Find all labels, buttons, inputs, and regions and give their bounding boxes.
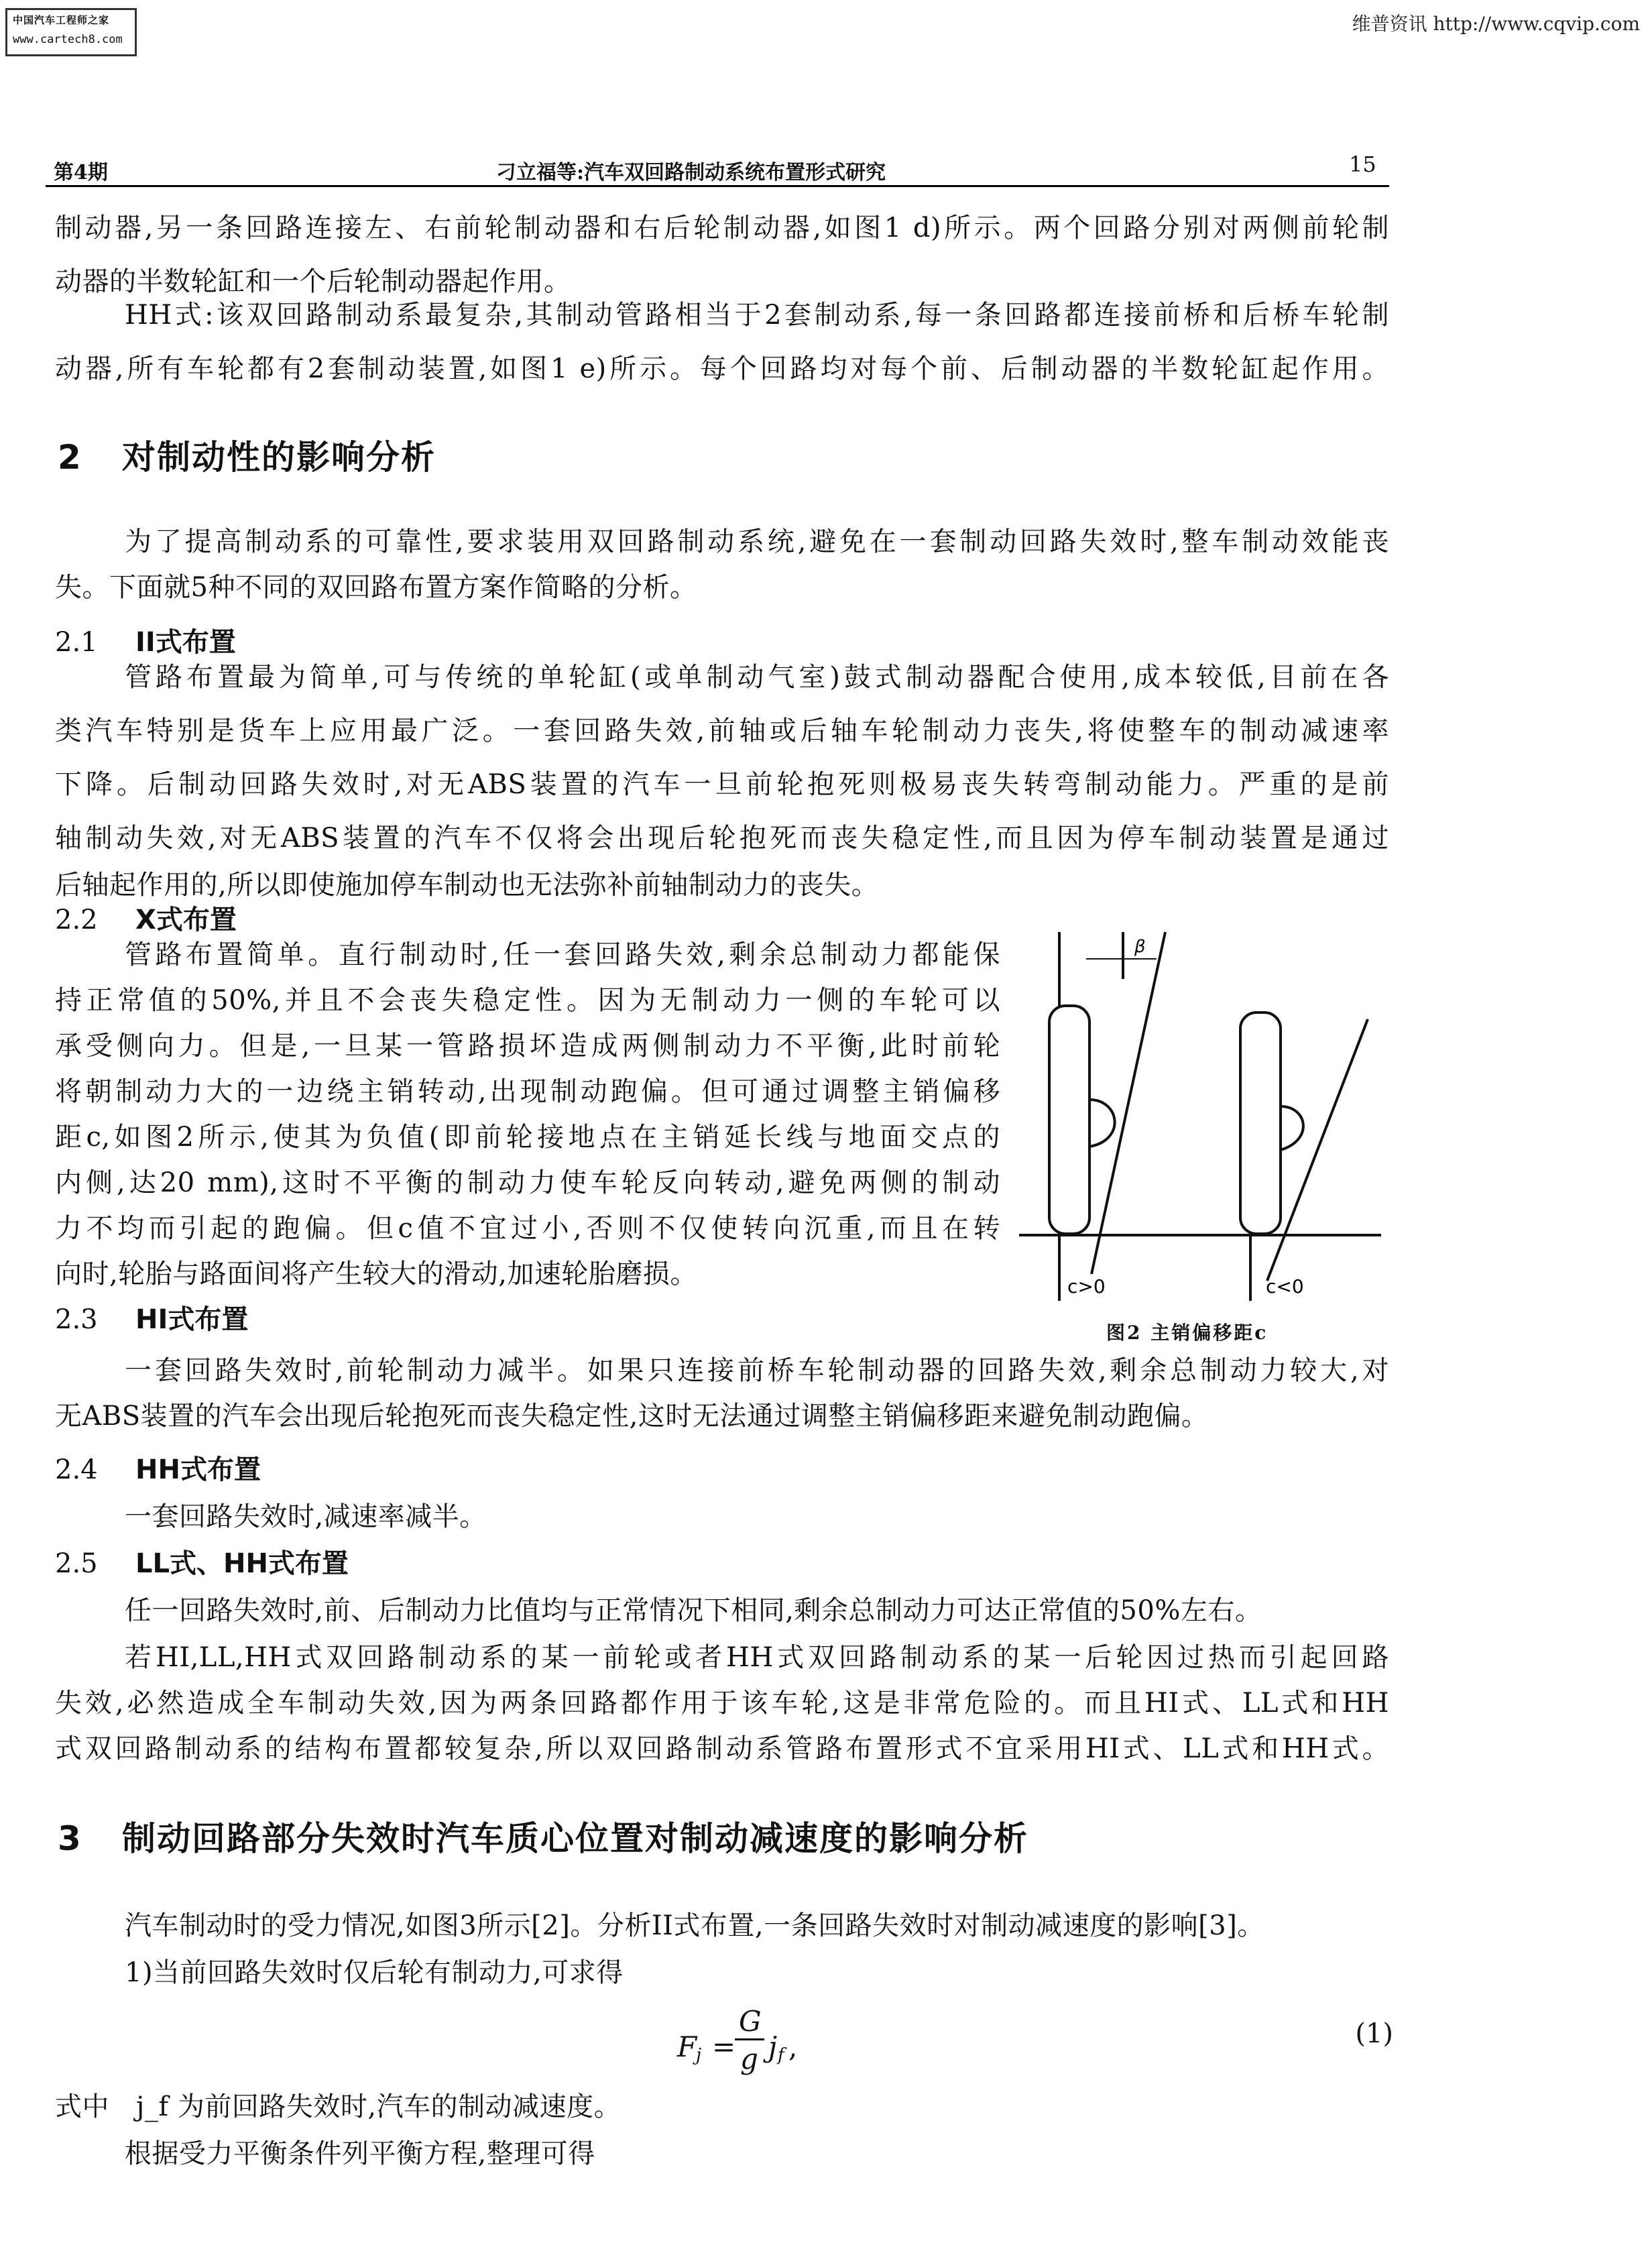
subsection-2-3-title: HI式布置 (135, 1304, 249, 1335)
header-page-number: 15 (1349, 152, 1376, 177)
s23-line: 一套回路失效时,前轮制动力减半。如果只连接前桥车轮制动器的回路失效,剩余总制动力较大,对 (125, 1355, 1389, 1386)
s22-line: 管路布置简单。直行制动时,任一套回路失效,剩余总制动力都能保 (125, 939, 1000, 970)
figure2-right-label: c<0 (1266, 1275, 1304, 1297)
subsection-2-1-number: 2.1 (55, 627, 98, 658)
watermark-logo-line1: 中国汽车工程师之家 (13, 14, 110, 26)
intro-para1-line2: 动器的半数轮缸和一个后轮制动器起作用。 (55, 266, 571, 297)
figure2-caption: 图2 主销偏移距c (1106, 1322, 1268, 1344)
subsection-2-1-title: II式布置 (135, 627, 236, 658)
where-clause (55, 2080, 1389, 2134)
s25-line1: 任一回路失效时,前、后制动力比值均与正常情况下相同,剩余总制动力可达正常值的50%左右。 (125, 1595, 1262, 1626)
section2-intro-line1: 为了提高制动系的可靠性,要求装用双回路制动系统,避免在一套制动回路失效时,整车制动效能丧 (125, 526, 1389, 557)
eq-lhs-sub: j (696, 2045, 702, 2065)
subsection-2-5-heading (55, 1542, 349, 1580)
watermark-url: 维普资讯 http://www.cqvip.com (1352, 13, 1640, 35)
subsection-2-2-number: 2.2 (55, 905, 98, 935)
s23-line: 无ABS装置的汽车会出现后轮抱死而丧失稳定性,这时无法通过调整主销偏移距来避免制动跑偏。 (55, 1401, 1209, 1432)
where-label: 式中 (55, 2091, 109, 2122)
subsection-2-4-number: 2.4 (55, 1454, 98, 1485)
s22-line: 承受侧向力。但是,一旦某一管路损坏造成两侧制动力不平衡,此时前轮 (55, 1031, 1000, 1061)
s22-line: 距c,如图2所示,使其为负值(即前轮接地点在主销延长线与地面交点的 (55, 1122, 1000, 1153)
subsection-2-3-number: 2.3 (55, 1304, 98, 1335)
s21-line: 类汽车特别是货车上应用最广泛。一套回路失效,前轴或后轴车轮制动力丧失,将使整车的制动减速率 (55, 715, 1389, 746)
figure2-left-tire (1049, 1006, 1089, 1234)
subsection-2-2-title: X式布置 (135, 905, 237, 935)
section2-number: 2 (58, 438, 82, 477)
subsection-2-5-number: 2.5 (55, 1548, 98, 1579)
subsection-2-4-title: HH式布置 (135, 1454, 261, 1485)
section3-number: 3 (58, 1819, 82, 1858)
s22-line: 将朝制动力大的一边绕主销转动,出现制动跑偏。但可通过调整主销偏移 (55, 1076, 1000, 1107)
section3-line1: 汽车制动时的受力情况,如图3所示[2]。分析II式布置,一条回路失效时对制动减速度的影响[3]。 (125, 1910, 1264, 1941)
s21-line: 下降。后制动回路失效时,对无ABS装置的汽车一旦前轮抱死则极易丧失转弯制动能力。严重的是前 (55, 769, 1389, 800)
section2-intro-line2: 失。下面就5种不同的双回路布置方案作简略的分析。 (55, 572, 697, 603)
s25-line: 失效,必然造成全车制动失效,因为两条回路都作用于该车轮,这是非常危险的。而且HI式、LL式和HH (55, 1688, 1389, 1719)
header-running-title: 刁立福等:汽车双回路制动系统布置形式研究 (496, 161, 886, 184)
s21-line: 管路布置最为简单,可与传统的单轮缸(或单制动气室)鼓式制动器配合使用,成本较低,目前在各 (125, 662, 1389, 693)
subsection-2-5-title: LL式、HH式布置 (135, 1548, 349, 1579)
s22-line: 向时,轮胎与路面间将产生较大的滑动,加速轮胎磨损。 (55, 1259, 697, 1289)
subsection-2-4-heading (55, 1448, 261, 1487)
s25-line: 若HI,LL,HH式双回路制动系的某一前轮或者HH式双回路制动系的某一后轮因过热而引起回路 (125, 1642, 1389, 1673)
eq-lhs: F (677, 2030, 697, 2063)
eq-equals: = (712, 2030, 736, 2063)
where-text: j_f 为前回路失效时,汽车的制动减速度。 (136, 2091, 622, 2122)
intro-para2-line1: HH式:该双回路制动系最复杂,其制动管路相当于2套制动系,每一条回路都连接前桥和后桥车轮制 (125, 300, 1389, 331)
section3-heading (58, 1812, 1028, 1860)
section2-heading (58, 430, 436, 479)
s24-line: 一套回路失效时,减速率减半。 (125, 1501, 487, 1532)
subsection-2-3-heading (55, 1298, 248, 1336)
figure2-kingpin-offset (1019, 925, 1381, 1301)
eq-rhs: j (768, 2030, 778, 2063)
intro-para2-line2: 动器,所有车轮都有2套制动装置,如图1 e)所示。每个回路均对每个前、后制动器的半数轮缸起作用。 (55, 353, 1389, 384)
equation-1-number: (1) (1355, 2018, 1393, 2049)
eq-denominator: g (740, 2042, 758, 2075)
eq-numerator: G (739, 2005, 762, 2038)
figure2-left-label: c>0 (1067, 1275, 1106, 1297)
figure2-beta-label: β (1134, 937, 1146, 957)
s21-line: 后轴起作用的,所以即使施加停车制动也无法弥补前轴制动力的丧失。 (55, 870, 879, 901)
s22-line: 持正常值的50%,并且不会丧失稳定性。因为无制动力一侧的车轮可以 (55, 985, 1000, 1016)
section2-title: 对制动性的影响分析 (122, 438, 436, 477)
section3-title: 制动回路部分失效时汽车质心位置对制动减速度的影响分析 (122, 1819, 1028, 1858)
s25-line: 式双回路制动系的结构布置都较复杂,所以双回路制动系管路布置形式不宜采用HI式、LL式和HH式。 (55, 1733, 1389, 1764)
figure2-right-hub (1281, 1106, 1303, 1150)
eq-rhs-sub: f (778, 2045, 784, 2065)
section3-line2: 1)当前回路失效时仅后轮有制动力,可求得 (125, 1957, 624, 1988)
s21-line: 轴制动失效,对无ABS装置的汽车不仅将会出现后轮抱死而丧失稳定性,而且因为停车制动装置是通过 (55, 823, 1389, 854)
eq-fraction-bar (735, 2038, 764, 2040)
s22-line: 内侧,达20 mm),这时不平衡的制动力使车轮反向转动,避免两侧的制动 (55, 1167, 1000, 1198)
watermark-logo-line2: www.cartech8.com (13, 33, 123, 46)
figure2-left-hub (1089, 1100, 1115, 1147)
header-rule (46, 185, 1389, 187)
eq-comma: , (788, 2030, 798, 2063)
intro-para1-line1: 制动器,另一条回路连接左、右前轮制动器和右后轮制动器,如图1 d)所示。两个回路分别对两侧前轮制 (55, 213, 1389, 243)
header-issue: 第4期 (54, 161, 108, 184)
section3-last-line: 根据受力平衡条件列平衡方程,整理可得 (125, 2138, 595, 2169)
s22-line: 力不均而引起的跑偏。但c值不宜过小,否则不仅使转向沉重,而且在转 (55, 1213, 1000, 1244)
watermark-logo (5, 8, 137, 56)
figure2-right-tire (1240, 1012, 1281, 1234)
